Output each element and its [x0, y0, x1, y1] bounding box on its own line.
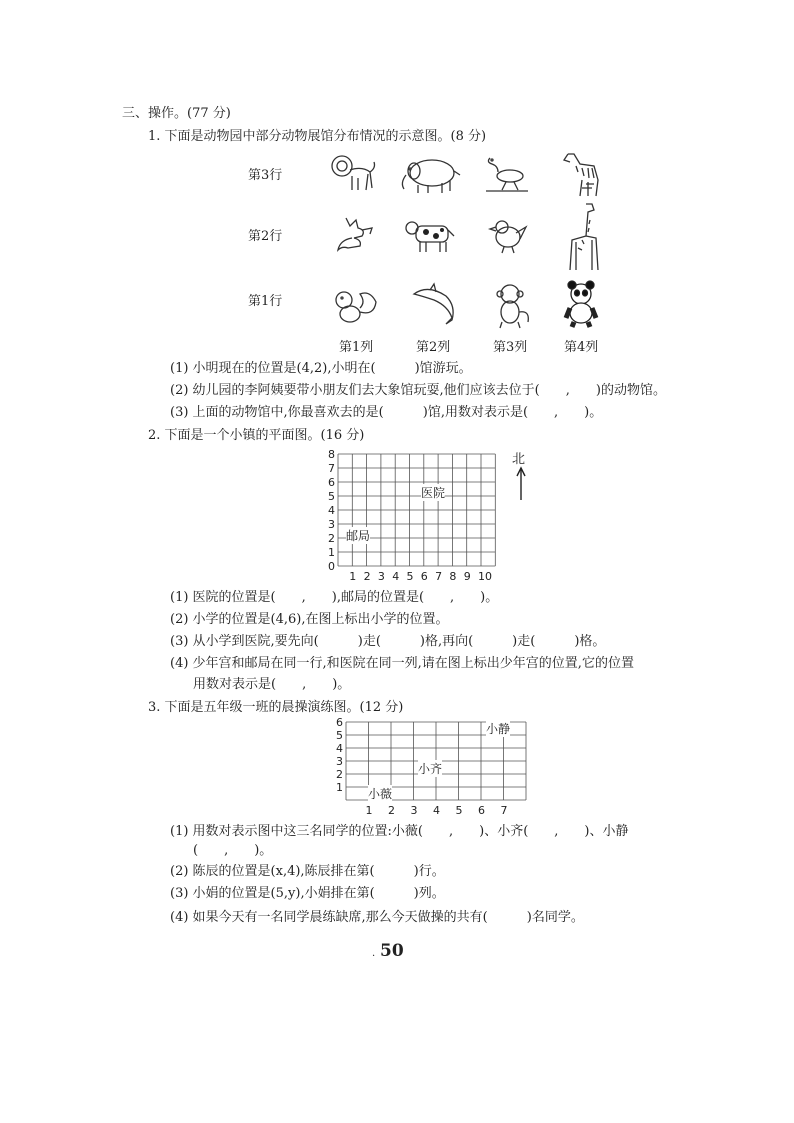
y-tick-label: 7	[328, 462, 335, 475]
post-office-label: 邮局	[346, 529, 371, 543]
q1-col-label-2: 第2列	[416, 340, 451, 355]
q2-sub-3: (3) 从小学到医院,要先向( )走( )格,再向( )走( )格。	[170, 634, 606, 649]
x-tick-label: 7	[435, 570, 443, 583]
x-tick-label: 4	[433, 804, 440, 817]
page-number: 50	[380, 941, 404, 961]
q3-sub-4: (4) 如果今天有一名同学晨练缺席,那么今天做操的共有( )名同学。	[170, 910, 584, 925]
x-tick-label: 6	[478, 804, 485, 817]
xiaojing-label: 小静	[486, 722, 511, 736]
ostrich-icon	[484, 154, 532, 194]
x-tick-label: 3	[410, 804, 418, 817]
x-tick-label: 5	[455, 804, 463, 817]
y-tick-label: 3	[336, 755, 343, 768]
y-tick-label: 4	[336, 742, 343, 755]
q3-sub-1: (1) 用数对表示图中这三名同学的位置:小薇( , )、小齐( , )、小静	[170, 824, 629, 839]
xiaoqi-label: 小齐	[418, 762, 443, 776]
dolphin-icon	[408, 282, 462, 328]
q2-sub-2: (2) 小学的位置是(4,6),在图上标出小学的位置。	[170, 612, 449, 627]
q1-col-label-1: 第1列	[339, 340, 374, 355]
y-tick-label: 3	[328, 518, 335, 531]
y-tick-label: 4	[328, 504, 335, 517]
y-tick-label: 6	[328, 476, 335, 489]
q1-row-label-3: 第3行	[248, 168, 283, 183]
x-tick-label: 1	[365, 804, 373, 817]
x-tick-label: 7	[500, 804, 508, 817]
giraffe-icon	[562, 200, 606, 272]
x-tick-label: 2	[388, 804, 395, 817]
q2-sub-1: (1) 医院的位置是( , ),邮局的位置是( , )。	[170, 590, 499, 605]
q2-sub-4-cont: 用数对表示是( , )。	[193, 677, 351, 692]
q1-sub-2: (2) 幼儿园的李阿姨要带小朋友们去大象馆玩耍,他们应该去位于( , )的动物馆。	[170, 383, 666, 398]
q1-title: 1. 下面是动物园中部分动物展馆分布情况的示意图。(8 分)	[148, 129, 487, 144]
q1-row-label-2: 第2行	[248, 229, 283, 244]
y-tick-label: 0	[328, 560, 335, 573]
q3-sub-1-cont: ( , )。	[193, 843, 273, 858]
north-label: 北	[512, 452, 526, 467]
y-tick-label: 5	[328, 490, 335, 503]
x-tick-label: 3	[377, 570, 385, 583]
x-tick-label: 1	[349, 570, 357, 583]
bird-icon	[486, 215, 530, 255]
x-tick-label: 6	[420, 570, 428, 583]
q1-col-label-4: 第4列	[564, 340, 599, 355]
north-arrow-icon	[515, 466, 527, 500]
q1-sub-1: (1) 小明现在的位置是(4,2),小明在( )馆游玩。	[170, 361, 472, 376]
elephant-icon	[398, 155, 462, 195]
x-tick-label: 10	[478, 570, 492, 583]
x-tick-label: 2	[363, 570, 371, 583]
y-tick-label: 2	[336, 768, 343, 781]
q3-title: 3. 下面是五年级一班的晨操演练图。(12 分)	[148, 700, 404, 715]
q3-sub-2: (2) 陈辰的位置是(x,4),陈辰排在第( )行。	[170, 864, 445, 879]
q2-sub-4: (4) 少年宫和邮局在同一行,和医院在同一列,请在图上标出少年宫的位置,它的位置	[170, 656, 634, 671]
squirrel-icon	[330, 286, 384, 326]
section-title: 三、操作。(77 分)	[122, 106, 231, 121]
zebra-icon	[558, 150, 604, 198]
y-tick-label: 1	[328, 546, 335, 559]
q1-row-label-1: 第1行	[248, 294, 283, 309]
q1-col-label-3: 第3列	[493, 340, 528, 355]
y-tick-label: 2	[328, 532, 335, 545]
x-tick-label: 9	[463, 570, 471, 583]
page-mark-dot: .	[372, 948, 376, 959]
y-tick-label: 5	[336, 729, 343, 742]
q3-sub-3: (3) 小娟的位置是(5,y),小娟排在第( )列。	[170, 886, 445, 901]
panda-icon	[562, 280, 600, 328]
y-tick-label: 6	[336, 716, 343, 729]
y-tick-label: 1	[336, 781, 343, 794]
fox-icon	[332, 212, 378, 256]
x-tick-label: 8	[449, 570, 457, 583]
x-tick-label: 4	[392, 570, 400, 583]
y-tick-label: 8	[328, 448, 335, 461]
monkey-icon	[490, 282, 534, 330]
x-tick-label: 5	[406, 570, 414, 583]
xiaowei-label: 小薇	[368, 787, 393, 801]
q1-sub-3: (3) 上面的动物馆中,你最喜欢去的是( )馆,用数对表示是( , )。	[170, 405, 603, 420]
lion-icon	[330, 152, 378, 194]
cow-icon	[402, 214, 458, 254]
q2-title: 2. 下面是一个小镇的平面图。(16 分)	[148, 428, 365, 443]
hospital-label: 医院	[421, 486, 446, 500]
